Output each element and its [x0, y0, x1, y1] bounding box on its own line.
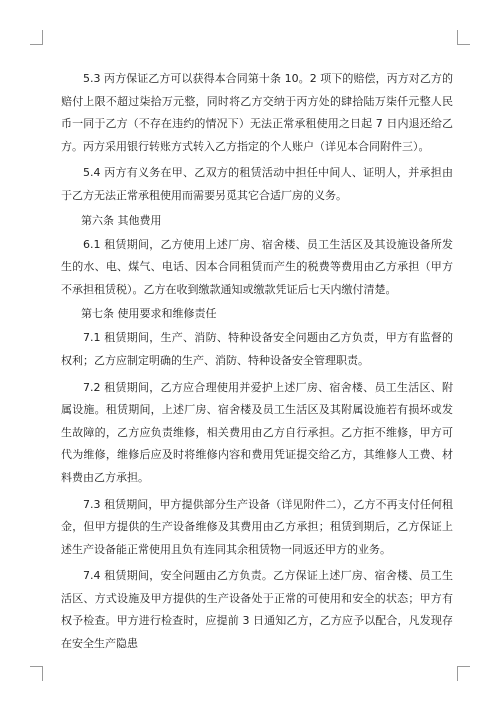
section-heading-article-7: 第七条 使用要求和维修责任 — [81, 307, 217, 321]
document-body — [61, 68, 453, 656]
clause-6-1: 6.1 租赁期间，乙方使用上述厂房、宿舍楼、员工生活区及其设施设备所发生的水、电、煤气、电话、因本合同租赁而产生的税费等费用由乙方承担（甲方不承担租赁税）。乙方在收到缴款通知或缴款凭证后七天内缴付清楚。 — [61, 237, 453, 296]
clause-5-3: 5.3 丙方保证乙方可以获得本合同第十条 10。2 项下的赔偿，丙方对乙方的赔付上限不超过柒拾万元整，同时将乙方交纳于丙方处的肆拾陆万柒仟元整人民币一同于乙方（不存在违约的情况下）无法正常承租使用之日起 7 日内退还给乙方。丙方采用银行转账方式转入乙方指定的个人账户（详见本合同附件三）。 — [61, 72, 453, 153]
page-corner-mark-bottom-left — [30, 666, 43, 681]
clause-7-4: 7.4 租赁期间，安全问题由乙方负责。乙方保证上述厂房、宿舍楼、员工生活区、方式设施及甲方提供的生产设备处于正常的可使用和安全的状态；甲方有权予检查。甲方进行检查时，应提前 3 日通知乙方，乙方应予以配合，凡发现存在安全生产隐患 — [61, 569, 453, 651]
section-heading-article-6: 第六条 其他费用 — [81, 213, 162, 227]
clause-7-2: 7.2 租赁期间，乙方应合理使用并爱护上述厂房、宿舍楼、员工生活区、附属设施。租赁期间，上述厂房、宿舍楼及员工生活区及其附属设施若有损坏或发生故障的，乙方应负责维修，相关费用由乙方自行承担。乙方拒不维修，甲方可代为维修，维修后应及时将维修内容和费用凭证提交给乙方，其维修人工费、材料费由乙方承担。 — [61, 380, 453, 484]
clause-7-3: 7.3 租赁期间，甲方提供部分生产设备（详见附件二），乙方不再支付任何租金，但甲方提供的生产设备维修及其费用由乙方承担；租赁到期后，乙方保证上述生产设备能正常使用且负有连同其余租赁物一同返还甲方的业务。 — [61, 497, 453, 556]
clause-7-1: 7.1 租赁期间，生产、消防、特种设备安全问题由乙方负责，甲方有监督的权利；乙方应制定明确的生产、消防、特种设备安全管理职责。 — [61, 331, 453, 367]
page-corner-mark-top-right — [457, 30, 470, 45]
page-corner-mark-top-left — [30, 30, 43, 45]
page-corner-mark-bottom-right — [457, 666, 470, 681]
clause-5-4: 5.4 丙方有义务在甲、乙双方的租赁活动中担任中间人、证明人，并承担由于乙方无法正常承租使用而需要另觅其它合适厂房的义务。 — [61, 166, 453, 202]
